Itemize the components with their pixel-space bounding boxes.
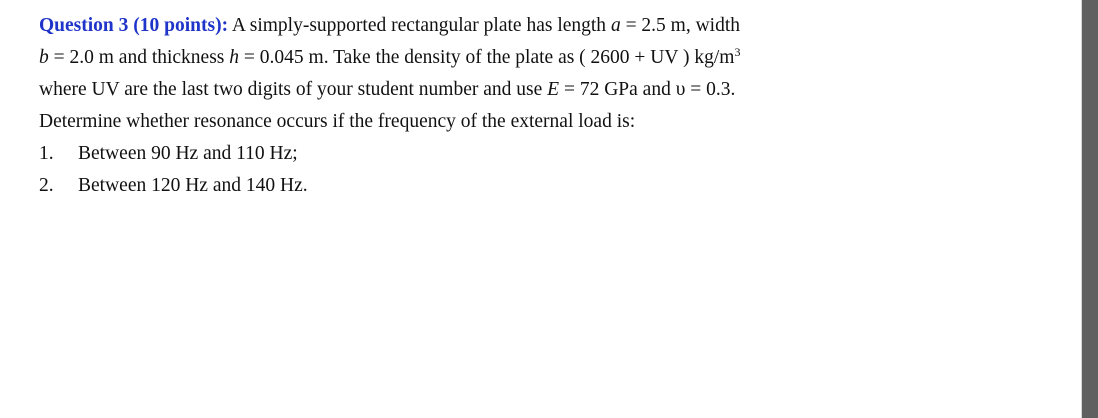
variable-b: b: [39, 47, 49, 68]
question-label: Question 3 (10 points):: [39, 15, 229, 36]
width-thickness-text: = 2.0 m and thickness: [48, 47, 230, 68]
question-line-4: [39, 106, 1069, 138]
list-item: [39, 138, 1069, 170]
list-item: [39, 170, 1069, 202]
question-block: [39, 10, 1069, 202]
cubic-exponent: 3: [734, 45, 741, 59]
question-line-2: [39, 42, 1069, 74]
list-item-text: Between 120 Hz and 140 Hz.: [78, 175, 308, 196]
task-statement: Determine whether resonance occurs if the frequency of the external load is:: [39, 111, 636, 132]
question-line-3: [39, 74, 1069, 106]
variable-a: a: [610, 15, 621, 36]
modulus-value: = 72 GPa and υ = 0.3.: [559, 79, 736, 100]
modulus-text: where UV are the last two digits of your student number and use: [39, 79, 548, 100]
scrollbar[interactable]: [1082, 0, 1098, 418]
question-text-1: A simply-supported rectangular plate has length: [228, 15, 611, 36]
list-item-number: 2.: [39, 175, 54, 196]
variable-h: h: [229, 47, 240, 68]
list-item-text: Between 90 Hz and 110 Hz;: [78, 143, 298, 164]
length-value: = 2.5 m, width: [620, 15, 741, 36]
density-text: = 0.045 m. Take the density of the plate as ( 2600 + UV ) kg/m: [239, 47, 735, 68]
variable-E: E: [547, 79, 560, 100]
question-line-1: [39, 10, 1069, 42]
list-item-number: 1.: [39, 143, 54, 164]
